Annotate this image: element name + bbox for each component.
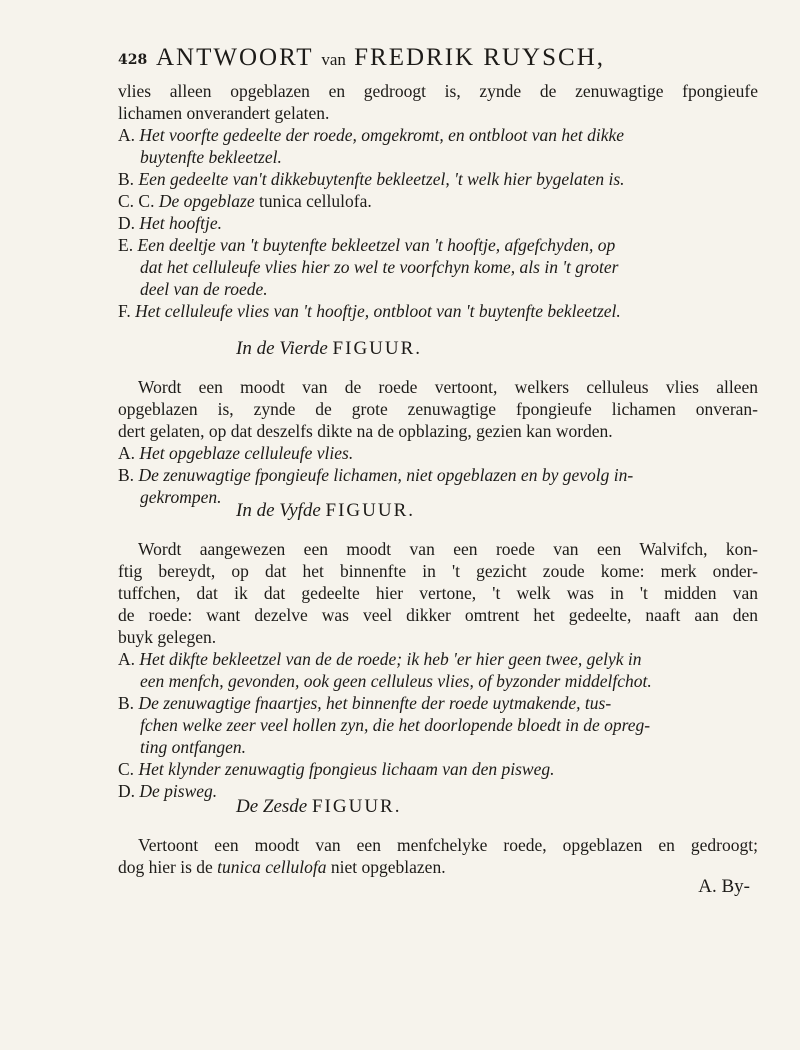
spacer bbox=[118, 322, 758, 332]
text-line: Wordt aangewezen een moodt van een roede van een Walvifch, kon- bbox=[138, 539, 758, 559]
legend-label: C. C. bbox=[118, 191, 155, 211]
legend-text: Het hooftje. bbox=[139, 213, 223, 233]
page-number: 428 bbox=[118, 52, 148, 68]
running-head bbox=[156, 44, 605, 72]
text-line: Vertoont een moodt van een menfchelyke roede, opgeblazen en gedroogt; bbox=[138, 835, 758, 855]
text-line: vlies alleen opgeblazen en gedroogt is, zynde de zenuwagtige fpongieufe bbox=[118, 81, 758, 101]
text-line-last bbox=[118, 856, 758, 878]
text-after: niet opgeblazen. bbox=[330, 857, 446, 877]
legend-text: Het celluleufe vlies van 't hooftje, ontbloot van 't buytenfte bekleetzel. bbox=[135, 301, 621, 321]
legend-text: De opgeblaze bbox=[158, 191, 255, 211]
legend-text-cont: deel van de roede. bbox=[140, 279, 268, 299]
legend-text-cont: een menfch, gevonden, ook geen celluleus vlies, of byzonder middelfchot. bbox=[140, 671, 652, 691]
text-line: opgeblazen is, zynde de grote zenuwagtige fpongieufe lichamen onveran- bbox=[118, 399, 758, 419]
legend-label: A. bbox=[118, 125, 136, 145]
legend-label: D. bbox=[118, 213, 136, 233]
legend-text: Een gedeelte van't dikkebuytenfte bekleetzel, 't welk hier bygelaten is. bbox=[138, 169, 625, 189]
legend-label: B. bbox=[118, 693, 135, 713]
legend-item-e bbox=[118, 234, 758, 256]
heading-caps: FIGUUR. bbox=[332, 338, 423, 359]
legend-text: Het dikfte bekleetzel van de de roede; ik heb 'er hier geen twee, gelyk in bbox=[139, 649, 642, 669]
legend-text: Een deeltje van 't buytenfte bekleetzel van 't hooftje, afgefchyden, op bbox=[137, 235, 616, 255]
legend-text-cont: ting ontfangen. bbox=[140, 737, 246, 757]
legend-label: F. bbox=[118, 301, 131, 321]
heading-prefix: In de Vierde bbox=[236, 338, 328, 359]
legend-text: Het klynder zenuwagtig fpongieus lichaam van den pisweg. bbox=[138, 759, 555, 779]
legend-item-f bbox=[118, 300, 758, 322]
running-head-author: FREDRIK RUYSCH, bbox=[354, 44, 605, 71]
figure-heading-4 bbox=[118, 332, 758, 366]
legend-label: A. bbox=[118, 649, 136, 669]
legend-label: D. bbox=[118, 781, 136, 801]
legend-text: De pisweg. bbox=[139, 781, 218, 801]
legend-text-cont: fchen welke zeer veel hollen zyn, die het doorlopende bloedt in de opreg- bbox=[140, 715, 651, 735]
legend-item-b bbox=[118, 168, 758, 190]
legend-item-b bbox=[118, 464, 758, 486]
spacer bbox=[118, 528, 758, 538]
spacer bbox=[118, 366, 758, 376]
legend-item-cc bbox=[118, 190, 758, 212]
text-line: dert gelaten, op dat deszelfs dikte na de opblazing, gezien kan worden. bbox=[118, 421, 613, 441]
legend-item-a bbox=[118, 442, 758, 464]
legend-label: C. bbox=[118, 759, 135, 779]
legend-text-cont: gekrompen. bbox=[140, 487, 222, 507]
heading-prefix: De Zesde bbox=[236, 796, 308, 817]
legend-text-cont: buytenfte bekleetzel. bbox=[140, 147, 282, 167]
legend-text-cont: dat het celluleufe vlies hier zo wel te voorfchyn kome, als in 't groter bbox=[140, 257, 619, 277]
legend-label: A. bbox=[118, 443, 136, 463]
text-line: buyk gelegen. bbox=[118, 627, 217, 647]
legend-item-d bbox=[118, 212, 758, 234]
legend-text-roman: tunica cellulofa. bbox=[258, 191, 372, 211]
text-italic: tunica cellulofa bbox=[217, 857, 327, 877]
legend-text: De zenuwagtige fnaartjes, het binnenfte der roede uytmakende, tus- bbox=[138, 693, 612, 713]
legend-text: Het voorfte gedeelte der roede, omgekromt, en ontbloot van het dikke bbox=[139, 125, 625, 145]
text-line: de roede: want dezelve was veel dikker omtrent het gedeelte, naaft aan den bbox=[118, 605, 758, 625]
running-head-main: ANTWOORT bbox=[156, 44, 314, 71]
text-line: Wordt een moodt van de roede vertoont, welkers celluleus vlies alleen bbox=[138, 377, 758, 397]
text-line: tuffchen, dat ik dat gedeelte hier vertone, 't welk was in 't midden van bbox=[118, 583, 758, 603]
legend-label: B. bbox=[118, 169, 135, 189]
legend-item-a bbox=[118, 124, 758, 146]
catchword: A. By- bbox=[698, 876, 750, 897]
text-line: ftig bereydt, op dat het binnenfte in 't gezicht zoude kome: merk onder- bbox=[118, 561, 758, 581]
running-head-van: van bbox=[321, 50, 346, 69]
text-line: lichamen onverandert gelaten. bbox=[118, 103, 330, 123]
legend-item-b bbox=[118, 692, 758, 714]
legend-label: B. bbox=[118, 465, 135, 485]
legend-item-c bbox=[118, 758, 758, 780]
text-before: dog hier is de bbox=[118, 857, 213, 877]
legend-item-a bbox=[118, 648, 758, 670]
legend-text: De zenuwagtige fpongieufe lichamen, niet opgeblazen en by gevolg in- bbox=[138, 465, 634, 485]
heading-prefix: In de Vyfde bbox=[236, 500, 321, 521]
legend-text: Het opgeblaze celluleufe vlies. bbox=[139, 443, 354, 463]
page-header bbox=[118, 44, 758, 76]
body-text bbox=[118, 80, 758, 898]
heading-caps: FIGUUR. bbox=[325, 500, 416, 521]
heading-caps: FIGUUR. bbox=[311, 796, 402, 817]
legend-label: E. bbox=[118, 235, 134, 255]
spacer bbox=[118, 824, 758, 834]
